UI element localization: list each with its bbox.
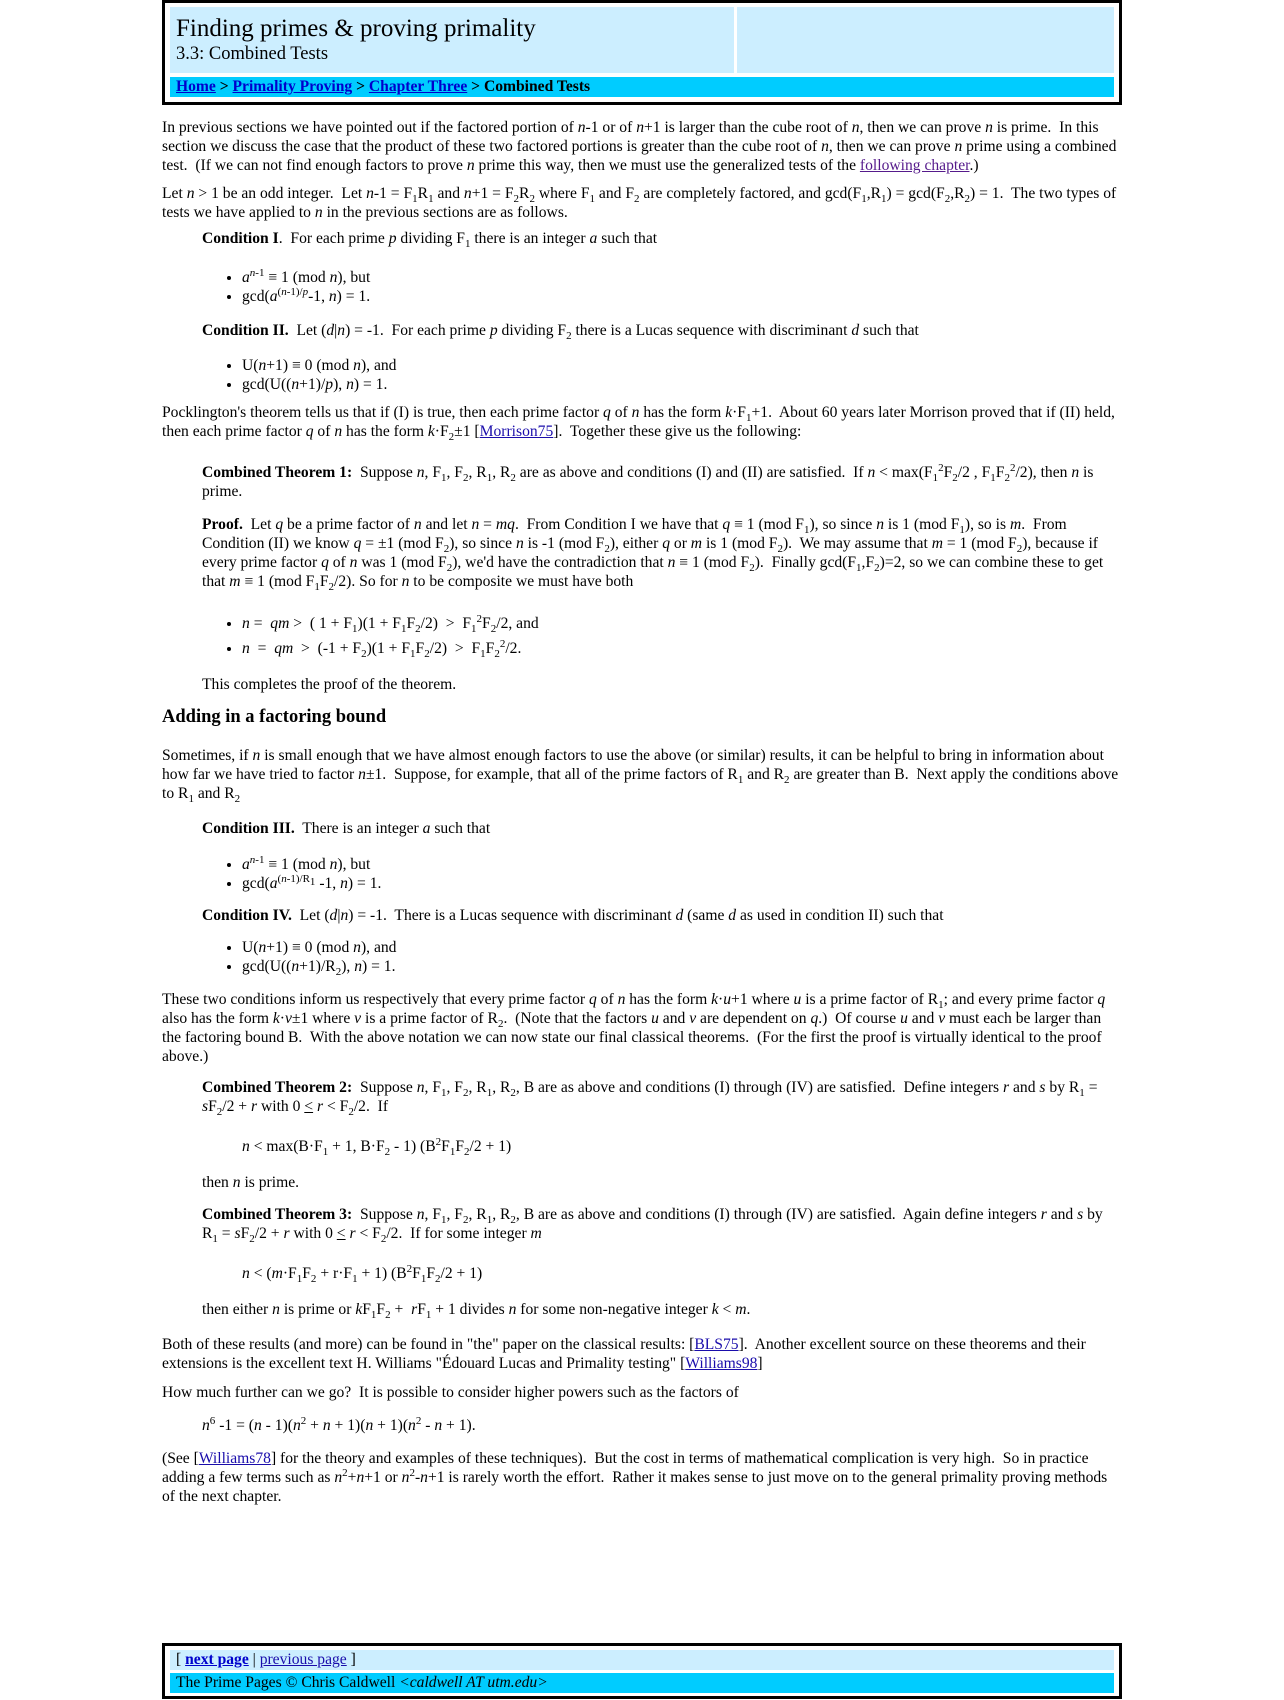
- theorem-1: Combined Theorem 1: Suppose n, $F_1$, $F_2$, $R_1$, $R_2$ are as above and conditions (I) and (II) are satisfied. If $n < \max(F_1^2F_2/2$ , $F_1F_2^2/2$), then n is prime.: [202, 461, 1094, 500]
- higher-powers-formula: $n^6$ $-1 = (n - 1)(n^2 + n + 1)(n + 1)(n^2 - n + 1)$.: [202, 1414, 476, 1434]
- bls75-link[interactable]: BLS75: [694, 1336, 739, 1353]
- proof-end-text: This completes the proof of the theorem.: [202, 676, 457, 693]
- page-title: Finding primes & proving primality: [176, 15, 536, 42]
- condition-3-label: Condition III.: [202, 820, 295, 837]
- proof-list: [162, 612, 1122, 661]
- theorem-2: Combined Theorem 2: Suppose n, $F_1$, $F_2$, $R_1$, $R_2$, B are as above and conditions (I) through (IV) are satisfied. Define integers r and s by $R_1 = sF_2/2 + r$ with $0 < r < F_2/2$. If: [202, 1079, 1098, 1119]
- page-header: [162, 0, 1122, 105]
- intro-paragraph: In previous sections we have pointed out if the factored portion of n-1 or of n+1 is larger than the cube root of n, then we can prove n is prime. In this section we discuss the case that the product of these two factored portions is greater than the cube root of n, then we can prove n prime using a combined test. (If we can not find enough factors to prove n prime this way, then we must use the generalized tests of the following chapter.): [162, 119, 1117, 174]
- condition-1: Condition I. For each prime p dividing $F_1$ there is an integer a such that: [202, 230, 658, 251]
- breadcrumb-separator: >: [352, 78, 369, 95]
- condition-2-label: Condition II.: [202, 322, 289, 339]
- definitions-paragraph: Let n > 1 be an odd integer. Let $n-1 = F_1R_1$ and $n+1 = F_2R_2$ where $F_1$ and $F_2$ are completely factored, and $\gcd(F_1,R_1) = \gcd(F_2,R_2) = 1$. The two types of tests we have applied to n in the previous sections are as follows.: [162, 185, 1117, 221]
- breadcrumb-separator: >: [215, 78, 233, 95]
- closing-paragraph: (See [Williams78] for the theory and examples of these techniques). But the cost in terms of mathematical complication is very high. So in practice adding a few terms such as $n^2+n+1$ or $n^2-n+1$ is rarely worth the effort. Rather it makes sense to just move on to the general primality proving methods of the next chapter.: [162, 1450, 1108, 1505]
- references-paragraph: Both of these results (and more) can be found in "the" paper on the classical results: [BLS75]. Another excellent source on these theorems and their extensions is the excellent text H. Williams "Édouard Lucas and Primality testing" [Williams98]: [162, 1336, 1086, 1372]
- condition-3-list: [162, 855, 1122, 893]
- next-page-link[interactable]: next page: [185, 1651, 249, 1668]
- breadcrumb-current: Combined Tests: [483, 78, 591, 95]
- conditions-inform-paragraph: These two conditions inform us respectively that every prime factor q of n has the form k·u+1 where u is a prime factor of $R_1$; and every prime factor q also has the form k·v±1 where v is a prime factor of $R_2$. (Note that the factors u and v are dependent on q.) Of course u and v must each be larger than the factoring bound B. With the above notation we can now state our final classical theorems. (For the first the proof is virtually identical to the proof above.): [162, 991, 1106, 1065]
- condition-4-list: [162, 938, 1122, 979]
- footer-navigation: [170, 1650, 1114, 1670]
- theorem-3: Combined Theorem 3: Suppose n, $F_1$, $F_2$, $R_1$, $R_2$, B are as above and conditions (I) through (IV) are satisfied. Again define integers r and s by $R_1 = sF_2/2 + r$ with $0 < r < F_2/2$. If for some integer m: [202, 1206, 1103, 1246]
- condition-3: Condition III. There is an integer a such that: [202, 820, 491, 837]
- williams98-link[interactable]: Williams98: [685, 1355, 758, 1372]
- footer-pipe: |: [248, 1651, 260, 1668]
- condition-4-label: Condition IV.: [202, 907, 292, 924]
- list-item: • $\gcd(U((n+1)/R_2)$, n) = 1.: [242, 957, 1122, 976]
- page: [162, 0, 1122, 1691]
- condition-2-list: [162, 356, 1122, 394]
- following-chapter-link[interactable]: following chapter: [859, 157, 970, 174]
- list-item: • $a^{n-1} \equiv 1$ (mod n), but: [242, 268, 1122, 287]
- theorem-2-conclusion: then n is prime.: [202, 1174, 300, 1191]
- section-heading: Adding in a factoring bound: [162, 707, 387, 727]
- list-item: • n = qm > $(-1 + F_2)(1 + F_1F_2/2) > F_1F_2^2/2$.: [242, 639, 1122, 658]
- further-paragraph: How much further can we go? It is possible to consider higher powers such as the factors of: [162, 1384, 739, 1401]
- breadcrumb-primality-link[interactable]: Primality Proving: [232, 78, 353, 95]
- condition-4: Condition IV. Let (d|n) = -1. There is a Lucas sequence with discriminant d (same d as used in condition II) such that: [202, 907, 944, 924]
- williams78-link[interactable]: Williams78: [198, 1450, 271, 1467]
- condition-1-label: Condition I: [202, 230, 279, 247]
- footer-credit: [170, 1673, 1114, 1693]
- theorem-3-formula: $n < (m\cdot F_1F_2 + r\cdot F_1 + 1) (B^2F_1F_2/2 + 1)$: [242, 1262, 483, 1286]
- condition-1-list: [162, 268, 1122, 306]
- title-box: [170, 7, 734, 73]
- page-subtitle: 3.3: Combined Tests: [176, 44, 329, 64]
- list-item: • gcd(U((n+1)/p), n) = 1.: [242, 375, 1122, 394]
- previous-page-link[interactable]: previous page: [259, 1651, 347, 1668]
- footer-email: <caldwell AT utm.edu>: [399, 1674, 548, 1691]
- theorem-2-formula: $n < \max(B\cdot F_1 + 1$, $B\cdot F_2 - 1$) $(B^2F_1F_2/2 + 1)$: [242, 1135, 512, 1159]
- condition-2: Condition II. Let (d|n) = -1. For each prime p dividing $F_2$ there is a Lucas sequence with discriminant d such that: [202, 322, 919, 343]
- theorem-3-conclusion: then either n is prime or $kF_1F_2 + rF_1 + 1$ divides n for some non-negative integer k < m.: [202, 1301, 751, 1322]
- list-item: • n = qm > ( $1 + F_1)(1 + F_1F_2/2) > F_1^2F_2/2$, and: [242, 614, 1122, 633]
- morrison75-link[interactable]: Morrison75: [479, 423, 554, 440]
- proof-label: Proof.: [202, 516, 243, 533]
- footer-bracket: ]: [346, 1651, 356, 1668]
- list-item: • U(n+1) ≡ 0 (mod n), and: [242, 938, 1122, 957]
- proof-paragraph: Proof. Let q be a prime factor of n and let n = mq. From Condition I we have that q ≡ 1 (mod $F_1$), so since n is 1 (mod $F_1$), so is m. From Condition (II) we know q = ±1 (mod $F_2$), so since n is -1 (mod $F_2$), either q or m is 1 (mod $F_2$). We may assume that m = 1 (mod $F_2$), because if every prime factor q of n was 1 (mod $F_2$), we'd have the contradiction that n ≡ 1 (mod $F_2$). Finally $\gcd(F_1,F_2)=2$, so we can combine these to get that m ≡ 1 (mod $F_1F_2/2$). So for n to be composite we must have both: [202, 516, 1104, 594]
- section-heading-block: [162, 708, 1122, 727]
- proof-end: [162, 675, 1122, 694]
- breadcrumb-home-link[interactable]: Home: [176, 78, 216, 95]
- list-item: • $\gcd(a^{(n-1)/R_1}$ -1, n) = 1.: [242, 874, 1122, 893]
- theorem-3-label: Combined Theorem 3:: [202, 1206, 353, 1223]
- breadcrumb-chapter-link[interactable]: Chapter Three: [368, 78, 468, 95]
- page-footer: [162, 1643, 1122, 1699]
- list-item: • $\gcd(a^{(n-1)/p}-1$, n) = 1.: [242, 287, 1122, 306]
- theorem-2-label: Combined Theorem 2:: [202, 1079, 353, 1096]
- theorem-1-label: Combined Theorem 1:: [202, 464, 353, 481]
- list-item: • $a^{n-1} \equiv 1$ (mod n), but: [242, 855, 1122, 874]
- footer-credit-text: The Prime Pages © Chris Caldwell: [176, 1674, 400, 1691]
- header-right-panel: [737, 7, 1114, 73]
- breadcrumb-separator: >: [467, 78, 484, 95]
- breadcrumb: [170, 77, 1114, 97]
- pocklington-paragraph: Pocklington's theorem tells us that if (I) is true, then each prime factor q of n has the form $k\cdot F_1+1$. About 60 years later Morrison proved that if (II) held, then each prime factor q of n has the form $k\cdot F_2\pm 1$ [Morrison75]. Together these give us the following:: [162, 404, 1115, 444]
- list-item: • U(n+1) ≡ 0 (mod n), and: [242, 356, 1122, 375]
- factoring-bound-paragraph: Sometimes, if n is small enough that we have almost enough factors to use the above (or similar) results, it can be helpful to bring in information about how far we have tried to factor n±1. Suppose, for example, that all of the prime factors of $R_1$ and $R_2$ are greater than B. Next apply the conditions above to $R_1$ and $R_2$: [162, 747, 1119, 806]
- footer-bracket: [: [176, 1651, 186, 1668]
